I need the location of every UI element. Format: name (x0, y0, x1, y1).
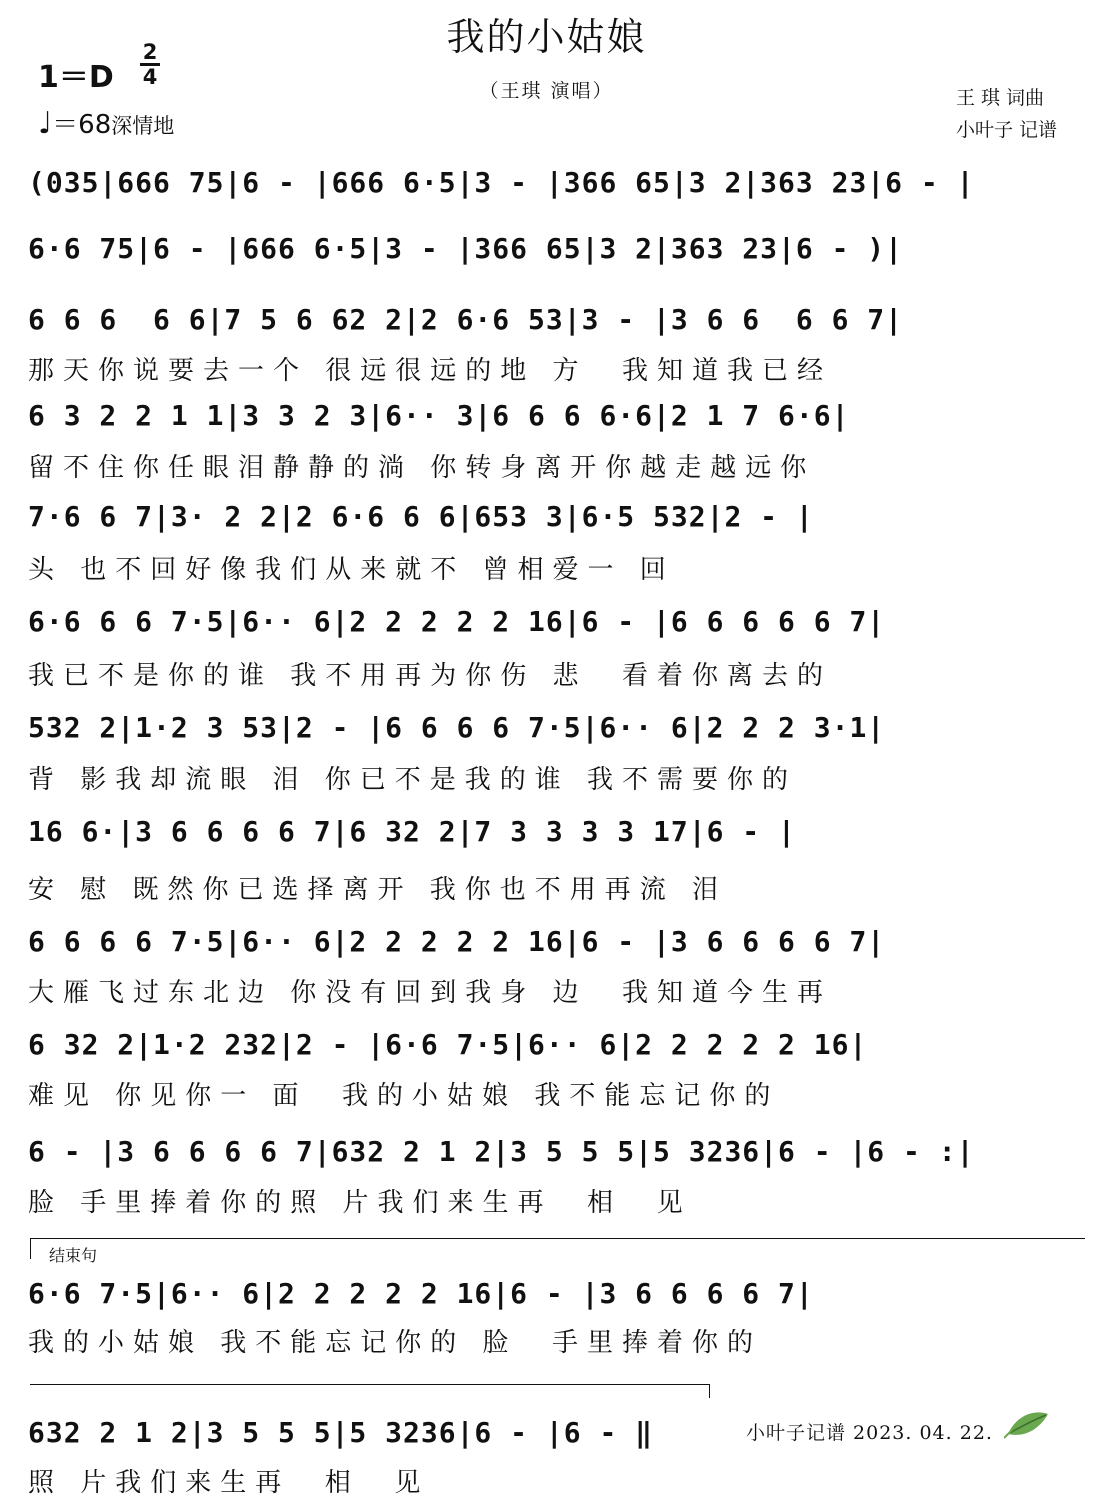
score-line-4-music: 6 3 2 2 1 1|3 3 2 3|6·· 3|6 6 6 6·6|2 1 7 6·6| (28, 399, 850, 432)
score-line-12-music: 6·6 7·5|6·· 6|2 2 2 2 2 16|6 - |3 6 6 6 6 7| (28, 1277, 814, 1310)
score-line-3-lyrics: 那天你说要去一个 很远很远的地 方 我知道我已经 (28, 356, 833, 386)
score-line-6-lyrics: 我已不是你的谁 我不用再为你伤 悲 看着你离去的 (28, 661, 833, 691)
score-line-8-music: 16 6·|3 6 6 6 6 7|6 32 2|7 3 3 3 3 17|6 - | (28, 815, 796, 848)
score-line-13-music: 632 2 1 2|3 5 5 5|5 3236|6 - |6 - ‖ (28, 1416, 654, 1449)
score-line-9-music: 6 6 6 6 7·5|6·· 6|2 2 2 2 2 16|6 - |3 6 6 6 6 7| (28, 925, 886, 958)
leaf-icon (1004, 1408, 1050, 1444)
tempo-marking (38, 104, 174, 141)
score-line-7-lyrics: 背 影我却流眼 泪 你已不是我的谁 我不需要你的 (28, 765, 798, 795)
ending-divider (30, 1384, 710, 1385)
score-line-11-music: 6 - |3 6 6 6 6 7|632 2 1 2|3 5 5 5|5 3236|6 - |6 - :| (28, 1135, 975, 1168)
key-signature: 1＝D (38, 60, 114, 95)
credits (956, 82, 1057, 146)
quarter-note-icon: ♩ (38, 106, 53, 141)
transcriber-signature: 小叶子记谱 2023. 04. 22. (746, 1422, 993, 1444)
ending-divider-tick (709, 1384, 710, 1398)
transcriber-credit: 小叶子 记谱 (955, 119, 1057, 141)
score-line-9-lyrics: 大雁飞过东北边 你没有回到我身 边 我知道今生再 (28, 978, 833, 1008)
time-sig-top: 2 (142, 40, 158, 64)
singer-credit: （王琪 演唱） (479, 80, 614, 102)
score-line-8-lyrics: 安 慰 既然你已选择离开 我你也不用再流 泪 (28, 875, 728, 905)
score-line-1-music: (035|666 75|6 - |666 6·5|3 - |366 65|3 2|363 23|6 - | (28, 166, 975, 199)
score-line-4-lyrics: 留不住你任眼泪静静的淌 你转身离开你越走越远你 (28, 453, 816, 483)
score-line-11-lyrics: 脸 手里捧着你的照 片我们来生再 相 见 (28, 1188, 692, 1218)
score-line-7-music: 532 2|1·2 3 53|2 - |6 6 6 6 7·5|6·· 6|2 2 2 3·1| (28, 711, 886, 744)
expression-mark: 深情地 (111, 114, 175, 138)
ending-section-label: 结束句 (30, 1238, 1085, 1259)
time-sig-bottom: 4 (142, 65, 158, 89)
score-line-5-music: 7·6 6 7|3· 2 2|2 6·6 6 6|653 3|6·5 532|2 - | (28, 500, 814, 533)
score-line-13-lyrics: 照 片我们来生再 相 见 (28, 1468, 430, 1498)
score-line-6-music: 6·6 6 6 7·5|6·· 6|2 2 2 2 2 16|6 - |6 6 6 6 6 7| (28, 605, 886, 638)
score-line-5-lyrics: 头 也不回好像我们从来就不 曾相爱一 回 (28, 555, 675, 585)
song-title: 我的小姑娘 (446, 15, 647, 59)
score-line-12-lyrics: 我的小姑娘 我不能忘记你的 脸 手里捧着你的 (28, 1328, 763, 1358)
tempo-value: ＝68 (52, 110, 112, 140)
time-signature (140, 42, 160, 87)
score-line-2-music: 6·6 75|6 - |666 6·5|3 - |366 65|3 2|363 23|6 - )| (28, 232, 904, 265)
score-line-10-music: 6 32 2|1·2 232|2 - |6·6 7·5|6·· 6|2 2 2 2 2 16| (28, 1028, 868, 1061)
score-line-3-music: 6 6 6 6 6|7 5 6 62 2|2 6·6 53|3 - |3 6 6 6 6 7| (28, 303, 904, 336)
score-line-10-lyrics: 难见 你见你一 面 我的小姑娘 我不能忘记你的 (28, 1081, 780, 1111)
lyricist-credit: 王 琪 词曲 (955, 87, 1045, 109)
